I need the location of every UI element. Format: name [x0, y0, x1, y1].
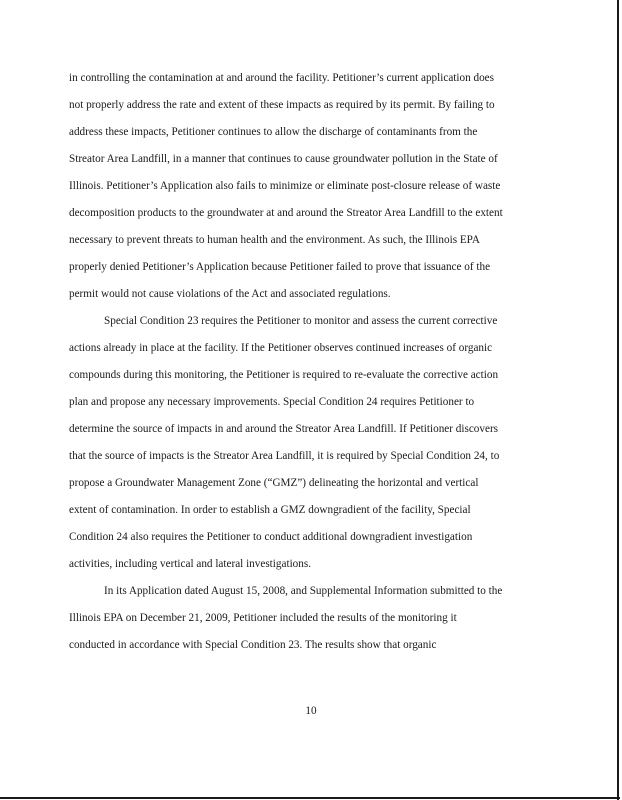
scan-edge-right — [617, 0, 619, 800]
scan-edge-bottom — [0, 797, 620, 799]
text-line: plan and propose any necessary improvements. Special Condition 24 requires Petitioner to — [69, 396, 475, 408]
text-line: decomposition products to the groundwater at and around the Streator Area Landfill to the extent — [69, 207, 503, 219]
text-line: permit would not cause violations of the Act and associated regulations. — [69, 288, 391, 300]
paragraph-first-line: In its Application dated August 15, 2008, and Supplemental Information submitted to the — [104, 585, 503, 597]
text-line: actions already in place at the facility. If the Petitioner observes continued increases of organic — [69, 342, 493, 354]
text-line: address these impacts, Petitioner continues to allow the discharge of contaminants from the — [69, 126, 478, 138]
text-line: Condition 24 also requires the Petitioner to conduct additional downgradient investigation — [69, 531, 473, 543]
text-line: properly denied Petitioner’s Application because Petitioner failed to prove that issuance of the — [69, 261, 491, 273]
text-line: Streator Area Landfill, in a manner that continues to cause groundwater pollution in the State of — [69, 153, 498, 165]
paragraph-first-line: Special Condition 23 requires the Petitioner to monitor and assess the current corrective — [104, 315, 498, 327]
text-line: extent of contamination. In order to establish a GMZ downgradient of the facility, Special — [69, 504, 471, 516]
text-line: Illinois EPA on December 21, 2009, Petitioner included the results of the monitoring it — [69, 612, 457, 624]
text-line: necessary to prevent threats to human health and the environment. As such, the Illinois EPA — [69, 234, 480, 246]
text-line: compounds during this monitoring, the Petitioner is required to re-evaluate the corrective action — [69, 369, 499, 381]
text-line: determine the source of impacts in and around the Streator Area Landfill. If Petitioner discovers — [69, 423, 499, 435]
text-line: activities, including vertical and lateral investigations. — [69, 558, 312, 570]
text-line: Illinois. Petitioner’s Application also fails to minimize or eliminate post-closure release of waste — [69, 180, 501, 192]
text-line: in controlling the contamination at and around the facility. Petitioner’s current application does — [69, 72, 495, 84]
text-line: not properly address the rate and extent of these impacts as required by its permit. By failing to — [69, 99, 495, 111]
text-line: conducted in accordance with Special Condition 23. The results show that organic — [69, 639, 437, 651]
text-line: that the source of impacts is the Streator Area Landfill, it is required by Special Condition 24, to — [69, 450, 500, 462]
text-line: propose a Groundwater Management Zone (“GMZ”) delineating the horizontal and vertical — [69, 477, 479, 489]
page-number: 10 — [305, 705, 317, 717]
